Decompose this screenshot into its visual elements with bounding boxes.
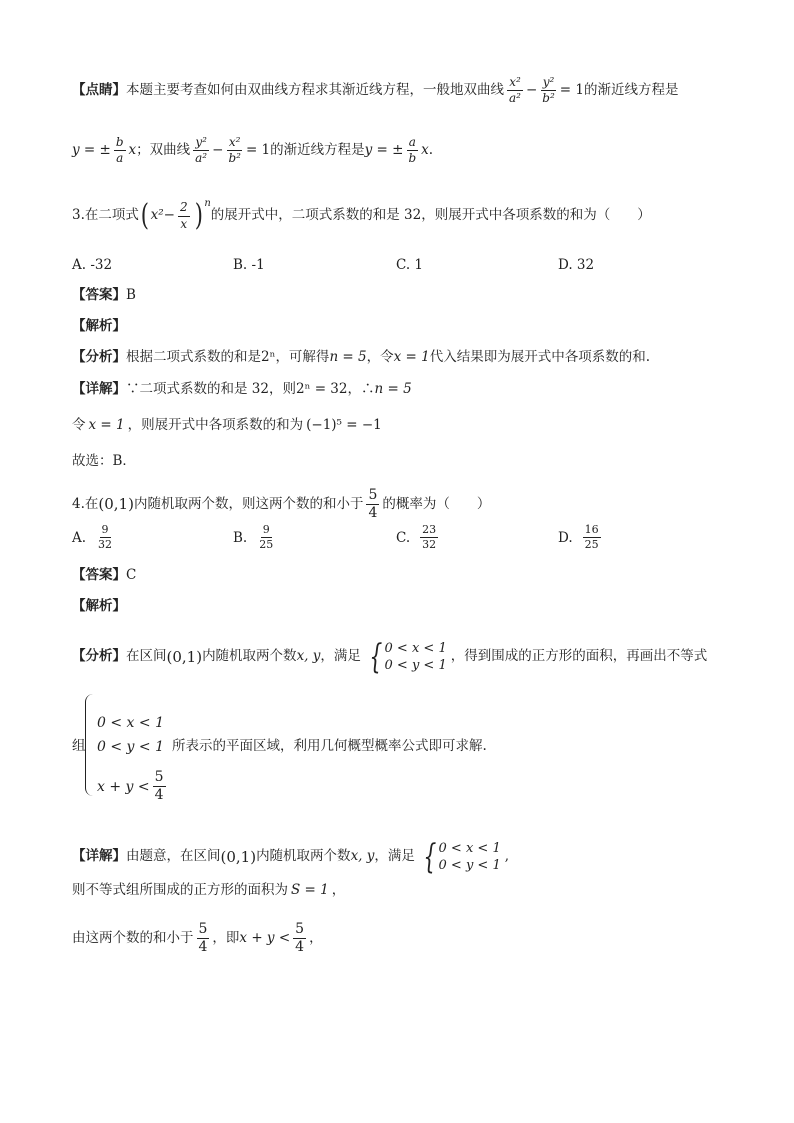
q4-sum: 由这两个数的和小于 $\frac{5}{4}$ ，即 x + y < $\frac{5}{4}$ ， bbox=[72, 921, 323, 956]
question-3-stem: 3. 在二项式 ( x² − $\frac{2}{x}$ ) n 的展开式中，二项式系数的和是 32，则展开式中各项系数的和为（ ） bbox=[72, 198, 651, 233]
q3-conclusion: 故选：B． bbox=[72, 453, 136, 469]
inequality-system-3: { 0 < x < 1 0 < y < 1 bbox=[423, 837, 501, 877]
dianjing-text: 本题主要考查如何由双曲线方程求其渐近线方程，一般地双曲线 bbox=[126, 81, 504, 98]
q3-xiangjie: 【详解】 ∵二项式系数的和是 32，则 2ⁿ = 32 ，∴ n = 5 bbox=[72, 381, 412, 397]
fraction-5-4: $\frac{5}{4}$ bbox=[368, 487, 378, 522]
dianjing-line-1: 【点睛】 本题主要考查如何由双曲线方程求其渐近线方程，一般地双曲线 $\frac{\text{x²}}{\text{a²}}$ − $\frac{\text{y²}}{\text{b²}}$ = 1 的渐近线方程是 bbox=[72, 75, 679, 106]
q3-ling: 令 x = 1 ，则展开式中各项系数的和为 (−1)⁵ = −1 bbox=[72, 417, 382, 433]
fraction-b-a: $\frac{b}{a}$ bbox=[115, 135, 124, 166]
q4-area: 则不等式组所围成的正方形的面积为 S = 1 ， bbox=[72, 882, 346, 898]
q3-analysis-heading: 【解析】 bbox=[72, 318, 126, 334]
q4-choice-a[interactable]: A. $\frac{9}{32}$ bbox=[72, 523, 113, 552]
q4-analysis-heading: 【解析】 bbox=[72, 598, 126, 614]
q3-choice-a[interactable]: A. -32 bbox=[72, 257, 113, 273]
q4-xiangjie: 【详解】 由题意，在区间 (0,1) 内随机取两个数 x, y ，满足 { 0 < x < 1 0 < y < 1 , bbox=[72, 837, 510, 877]
fraction-y2-b2: $\frac{\text{y²}}{\text{b²}}$ bbox=[542, 75, 555, 106]
fraction-2-x: $\frac{2}{x}$ bbox=[179, 200, 188, 231]
fraction-y2-a2: $\frac{\text{y²}}{\text{a²}}$ bbox=[195, 135, 208, 166]
question-4-stem: 4. 在 (0,1) 内随机取两个数，则这两个数的和小于 $\frac{5}{4}$ 的概率为（ ） bbox=[72, 487, 491, 522]
dianjing-line-2: y = ± $\frac{b}{a}$ x ；双曲线 $\frac{\text{y²}}{\text{a²}}$ − $\frac{\text{x²}}{\text{b²}}$ = 1 的渐近线方程是 y = ± $\frac{a}{b}$ x . bbox=[72, 135, 434, 166]
q3-choice-b[interactable]: B. -1 bbox=[233, 257, 265, 273]
q4-choice-c[interactable]: C. $\frac{23}{32}$ bbox=[396, 523, 437, 552]
fraction-x2-a2: $\frac{\text{x²}}{\text{a²}}$ bbox=[509, 75, 521, 106]
q3-answer: 【答案】 B bbox=[72, 287, 136, 303]
q4-fenxi: 【分析】 在区间 (0,1) 内随机取两个数 x, y ，满足 { 0 < x < 1 0 < y < 1 ，得到围成的正方形的面积，再画出不等式 bbox=[72, 637, 708, 677]
system2-row-2: 0 < y < 1 所表示的平面区域，利用几何概型概率公式即可求解. bbox=[97, 738, 487, 755]
fraction-a-b: $\frac{a}{b}$ bbox=[408, 135, 417, 166]
q3-fenxi: 【分析】 根据二项式系数的和是 2ⁿ ，可解得 n = 5 ，令 x = 1 代入结果即为展开式中各项系数的和. bbox=[72, 349, 651, 365]
q3-choice-d[interactable]: D. 32 bbox=[558, 257, 595, 273]
fraction-x2-b2: $\frac{\text{x²}}{\text{b²}}$ bbox=[228, 135, 241, 166]
q4-choice-d[interactable]: D. $\frac{16}{25}$ bbox=[558, 523, 599, 552]
dianjing-tag: 【点睛】 bbox=[72, 81, 126, 98]
q4-choice-b[interactable]: B. $\frac{9}{25}$ bbox=[233, 523, 274, 552]
q3-choice-c[interactable]: C. 1 bbox=[396, 257, 424, 273]
inequality-system-1: { 0 < x < 1 0 < y < 1 bbox=[369, 637, 447, 677]
system2-row-3: x + y < $\frac{5}{4}$ bbox=[97, 769, 164, 804]
q4-answer: 【答案】 C bbox=[72, 567, 137, 583]
system2-row-1: 0 < x < 1 bbox=[97, 715, 164, 731]
zu-label: 组 bbox=[72, 738, 86, 754]
